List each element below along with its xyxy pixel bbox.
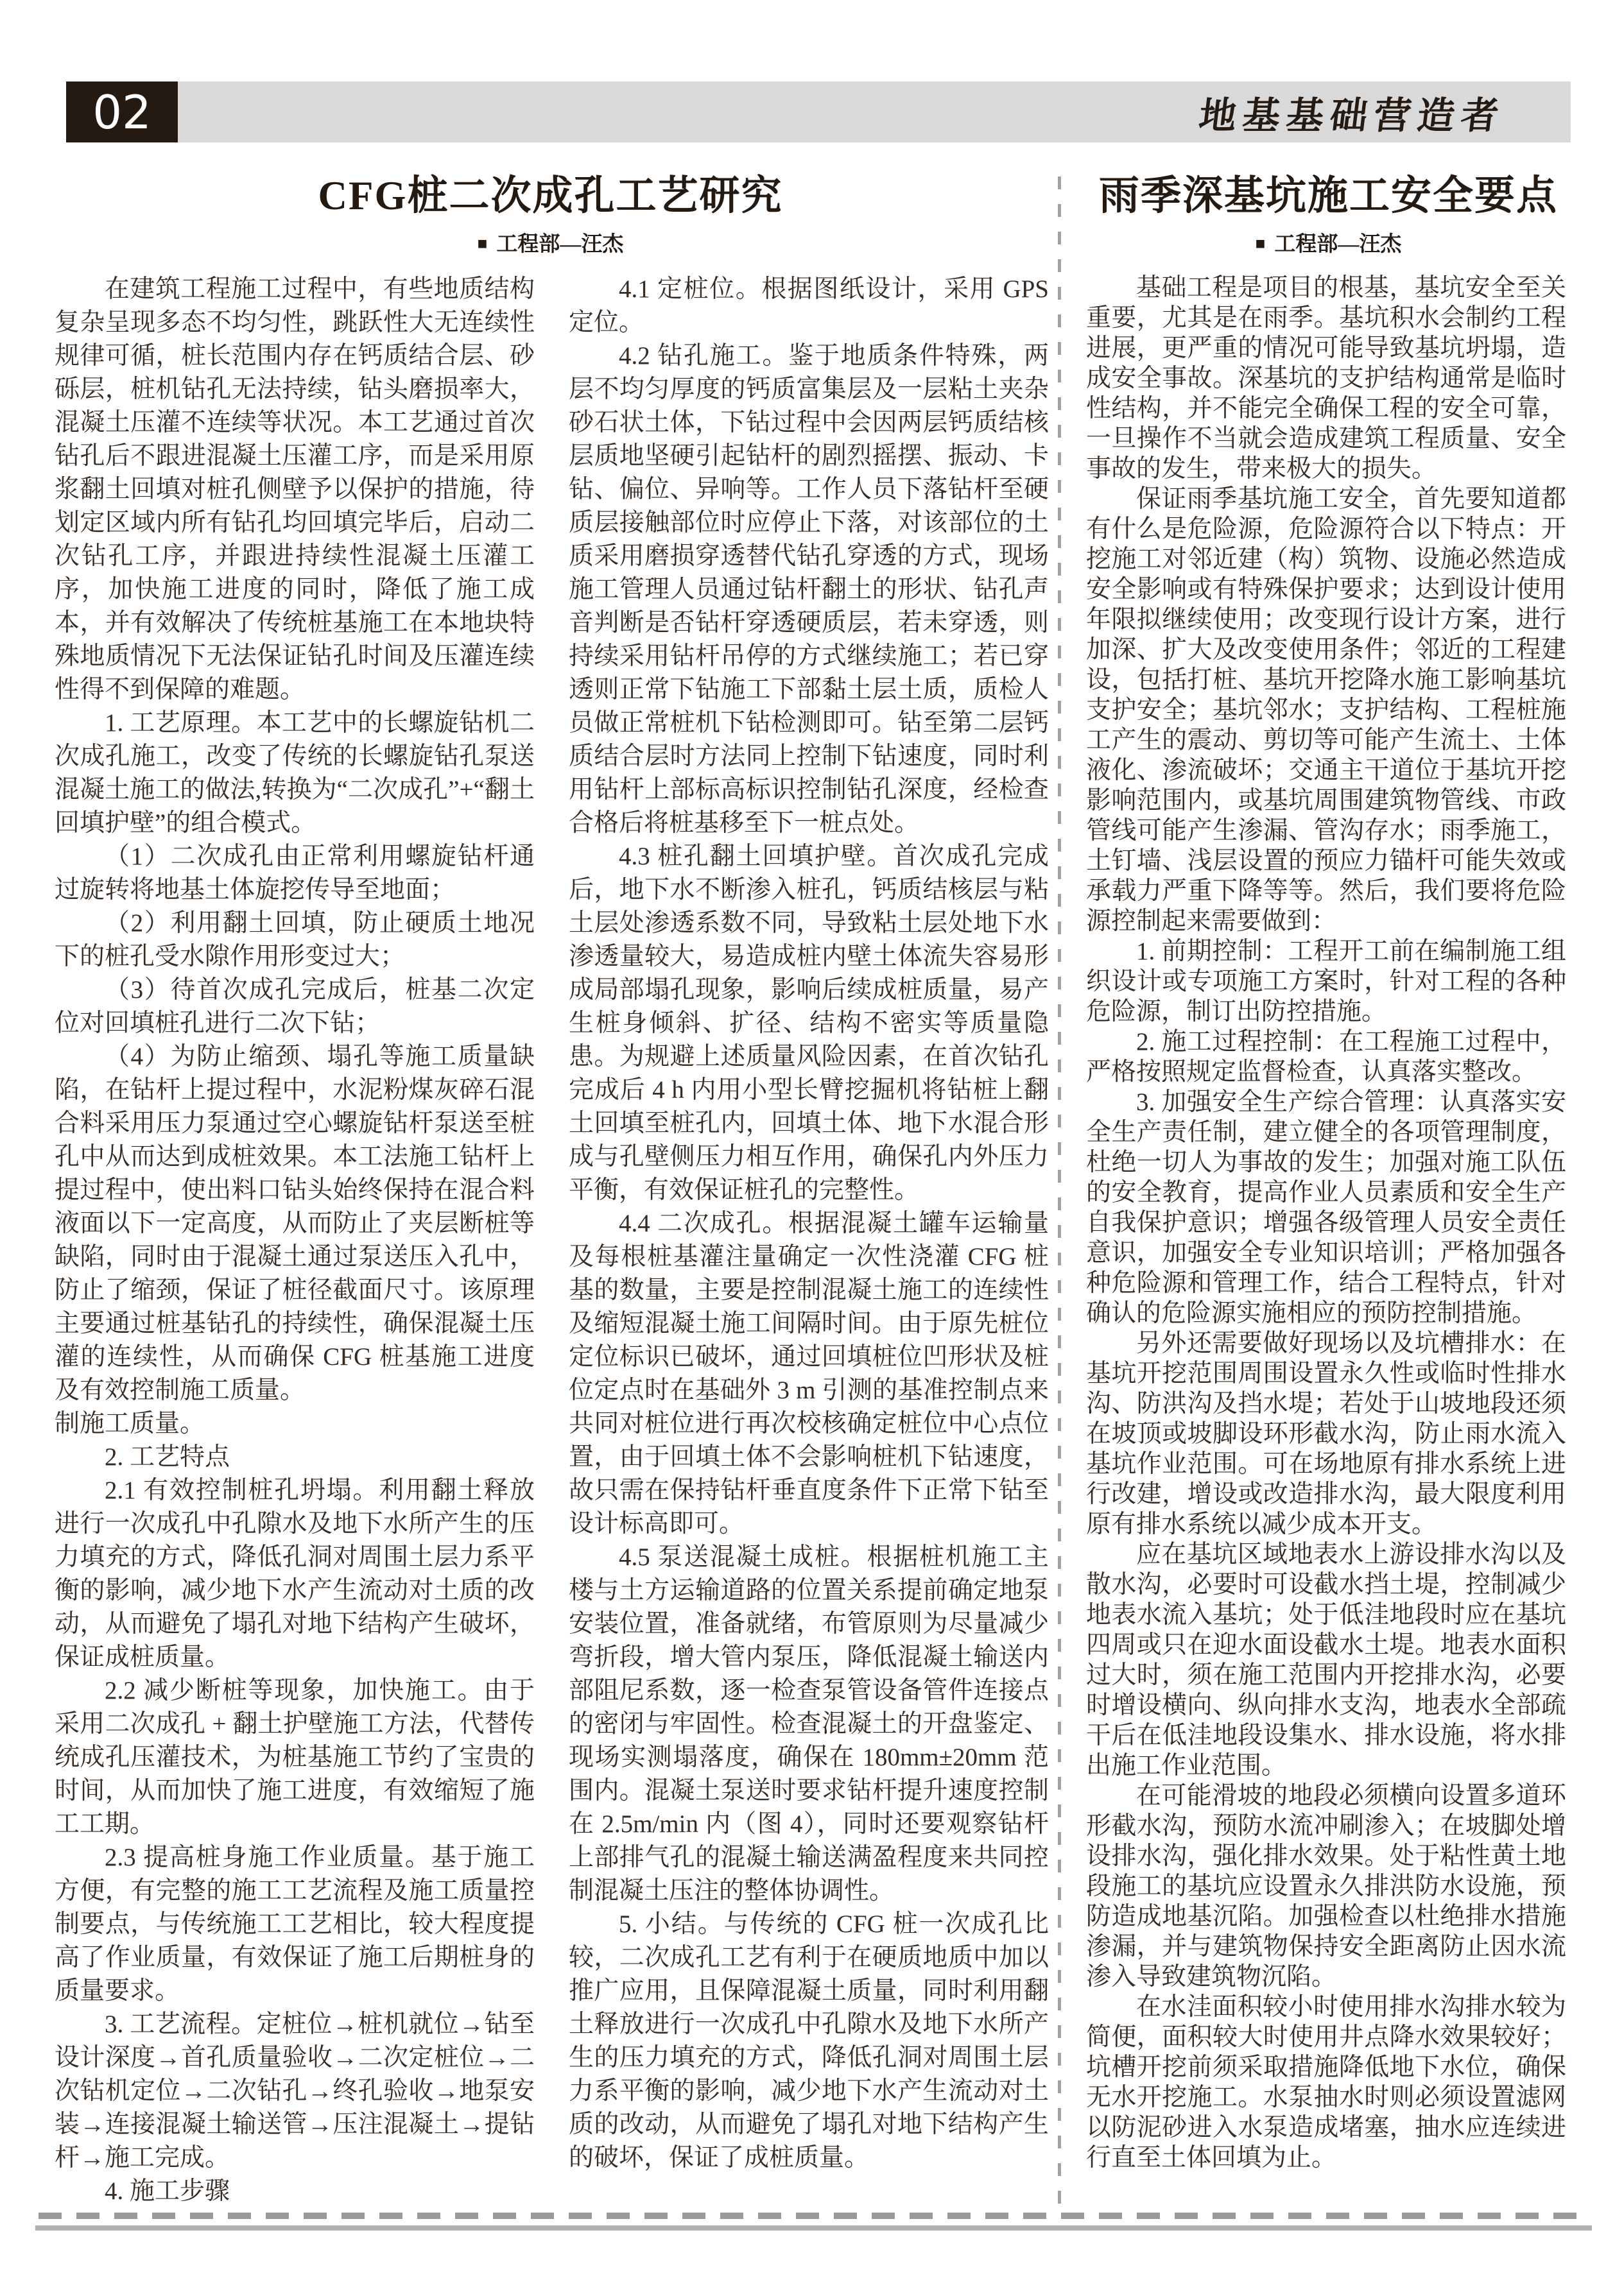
left-article-byline bbox=[55, 227, 1046, 257]
paragraph: 2.2 减少断桩等现象，加快施工。由于采用二次成孔 + 翻土护壁施工方法，代替传统成孔压灌技术，为桩基施工节约了宝贵的时间，从而加快了施工进度，有效缩短了施工工期。 bbox=[55, 1677, 535, 1838]
right-article-title: 雨季深基坑施工安全要点 bbox=[1099, 173, 1558, 218]
paragraph: （1）二次成孔由正常利用螺旋钻杆通过旋转将地基土体旋挖传导至地面； bbox=[55, 843, 535, 904]
paragraph: 另外还需要做好现场以及坑槽排水：在基坑开挖范围周围设置永久性或临时性排水沟、防洪沟及挡水堤；若处于山坡地段还须在坡顶或坡脚设环形截水沟，防止雨水流入基坑作业范围。可在场地原有排水系统上进行改建，增设或改造排水沟，最大限度利用原有排水系统以减少成本开支。 bbox=[1086, 1330, 1566, 1538]
left-article-title: CFG桩二次成孔工艺研究 bbox=[318, 173, 783, 218]
paragraph: 4.5 泵送混凝土成桩。根据桩机施工主楼与土方运输道路的位置关系提前确定地泵安装位置，准备就绪，布管原则为尽量减少弯折段，增大管内泵压，降低混凝土输送内部阻尼系数，逐一检查泵管设备管件连接点的密闭与牢固性。检查混凝土的开盘鉴定、现场实测塌落度，确保在 180mm±20mm 范围内。混凝土泵送时要求钻杆提升速度控制在 2.5m/min 内（图 4），同时还要观察钻杆上部排气孔的混凝土输送满盈程度来共同控制混凝土压注的整体协调性。 bbox=[569, 1543, 1049, 1905]
paragraph: 4.4 二次成孔。根据混凝土罐车运输量及每根桩基灌注量确定一次性浇灌 CFG 桩基的数量，主要是控制混凝土施工的连续性及缩短混凝土施工间隔时间。由于原先桩位定位标识已破坏，通过回填桩位凹形状及桩位定点时在基础外 3 m 引测的基准控制点来共同对桩位进行再次校核确定桩位中心点位置，由于回填土体不会影响桩机下钻速度，故只需在保持钻杆垂直度条件下正常下钻至设计标高即可。 bbox=[569, 1210, 1049, 1538]
paragraph: 在可能滑坡的地段必须横向设置多道环形截水沟，预防水流冲刷渗入；在坡脚处增设排水沟，强化排水效果。处于粘性黄土地段施工的基坑应设置永久排洪防水设施，预防造成地基沉陷。加强检查以杜绝排水措施渗漏，并与建筑物保持安全距离防止因水流渗入导致建筑物沉陷。 bbox=[1086, 1782, 1566, 1991]
paragraph: 在建筑工程施工过程中，有些地质结构复杂呈现多态不均匀性，跳跃性大无连续性规律可循，桩长范围内存在钙质结合层、砂砾层，桩机钻孔无法持续，钻头磨损率大，混凝土压灌不连续等状况。本工艺通过首次钻孔后不跟进混凝土压灌工序，而是采用原浆翻土回填对桩孔侧壁予以保护的措施，待划定区域内所有钻孔均回填完毕后，启动二次钻孔工序，并跟进持续性混凝土压灌工序，加快施工进度的同时，降低了施工成本，并有效解决了传统桩基施工在本地块特殊地质情况下无法保证钻孔时间及压灌连续性得不到保障的难题。 bbox=[55, 275, 535, 703]
byline-author: 工程部—汪杰 bbox=[496, 233, 624, 256]
page-number: 02 bbox=[92, 85, 151, 139]
paragraph: 4.2 钻孔施工。鉴于地质条件特殊，两层不均匀厚度的钙质富集层及一层粘土夹杂砂石状土体，下钻过程中会因两层钙质结核层质地坚硬引起钻杆的剧烈摇摆、振动、卡钻、偏位、异响等。工作人员下落钻杆至硬质层接触部位时应停止下落，对该部位的土质采用磨损穿透替代钻孔穿透的方式，现场施工管理人员通过钻杆翻土的形状、钻孔声音判断是否钻杆穿透硬质层，若未穿透，则持续采用钻杆吊停的方式继续施工；若已穿透则正常下钻施工下部黏土层土质，质检人员做正常桩机下钻检测即可。钻至第二层钙质结合层时方法同上控制下钻速度，同时利用钻杆上部标高标识控制钻孔深度，经检查合格后将桩基移至下一桩点处。 bbox=[569, 342, 1049, 837]
left-article-column-2 bbox=[569, 273, 1049, 2175]
paragraph: （2）利用翻土回填，防止硬质土地况下的桩孔受水隙作用形变过大； bbox=[55, 909, 535, 970]
paragraph: 制施工质量。 bbox=[55, 1410, 205, 1437]
paragraph: 2. 工艺特点 bbox=[105, 1443, 230, 1471]
byline-square-bullet-icon: ■ bbox=[477, 234, 488, 253]
right-article-header bbox=[1086, 175, 1571, 257]
paragraph: （3）待首次成孔完成后，桩基二次定位对回填桩孔进行二次下钻； bbox=[55, 976, 535, 1037]
bottom-solid-rule bbox=[35, 2225, 1592, 2231]
page-number-badge bbox=[66, 81, 178, 142]
paragraph: 4. 施工步骤 bbox=[105, 2177, 230, 2205]
paragraph: 基础工程是项目的根基，基坑安全至关重要，尤其是在雨季。基坑积水会制约工程进展，更严重的情况可能导致基坑坍塌，造成安全事故。深基坑的支护结构通常是临时性结构，并不能完全确保工程的安全可靠，一旦操作不当就会造成建筑工程质量、安全事故的发生，带来极大的损失。 bbox=[1086, 274, 1566, 483]
paragraph: 在水洼面积较小时使用排水沟排水较为简便，面积较大时使用井点降水效果较好；坑槽开挖前须采取措施降低地下水位，确保无水开挖施工。水泵抽水时则必须设置滤网以防泥砂进入水泵造成堵塞，抽水应连续进行直至土体回填为止。 bbox=[1086, 1993, 1566, 2172]
paragraph: 2.3 提高桩身施工作业质量。基于施工方便，有完整的施工工艺流程及施工质量控制要点，与传统施工工艺相比，较大程度提高了作业质量，有效保证了施工后期桩身的质量要求。 bbox=[55, 1844, 535, 2005]
paragraph: 1. 前期控制：工程开工前在编制施工组织设计或专项施工方案时，针对工程的各种危险源，制订出防控措施。 bbox=[1086, 938, 1566, 1025]
paragraph: 保证雨季基坑施工安全，首先要知道都有什么是危险源，危险源符合以下特点：开挖施工对邻近建（构）筑物、设施必然造成安全影响或有特殊保护要求；达到设计使用年限拟继续使用；改变现行设计方案，进行加深、扩大及改变使用条件；邻近的工程建设，包括打桩、基坑开挖降水施工影响基坑支护安全；基坑邻水；支护结构、工程桩施工产生的震动、剪切等可能产生流土、土体液化、渗流破坏；交通主干道位于基坑开挖影响范围内，或基坑周围建筑物管线、市政管线可能产生渗漏、管沟存水；雨季施工，土钉墙、浅层设置的预应力锚杆可能失效或承载力严重下降等等。然后，我们要将危险源控制起来需要做到： bbox=[1086, 485, 1566, 935]
paragraph: （4）为防止缩颈、塌孔等施工质量缺陷，在钻杆上提过程中，水泥粉煤灰碎石混合料采用压力泵通过空心螺旋钻杆泵送至桩孔中从而达到成桩效果。本工法施工钻杆上提过程中，使出料口钻头始终保持在混合料液面以下一定高度，从而防止了夹层断桩等缺陷，同时由于混凝土通过泵送压入孔中，防止了缩颈，保证了桩径截面尺寸。该原理主要通过桩基钻孔的持续性，确保混凝土压灌的连续性，从而确保 CFG 桩基施工进度及有效控制施工质量。 bbox=[55, 1043, 535, 1404]
byline-square-bullet-icon: ■ bbox=[1255, 234, 1266, 253]
paragraph: 4.3 桩孔翻土回填护壁。首次成孔完成后，地下水不断渗入桩孔，钙质结核层与粘土层处渗透系数不同，导致粘土层处地下水渗透量较大，易造成桩内壁土体流失容易形成局部塌孔现象，影响后续成桩质量，易产生桩身倾斜、扩径、结构不密实等质量隐患。为规避上述质量风险因素，在首次钻孔完成后 4 h 内用小型长臂挖掘机将钻桩上翻土回填至桩孔内，回填土体、地下水混合形成与孔壁侧压力相互作用，确保孔内外压力平衡，有效保证桩孔的完整性。 bbox=[569, 843, 1049, 1204]
right-article-byline bbox=[1086, 227, 1571, 257]
left-article-column-1 bbox=[55, 273, 535, 2208]
paragraph: 2. 施工过程控制：在工程施工过程中，严格按照规定监督检查，认真落实整改。 bbox=[1086, 1028, 1566, 1086]
byline-author: 工程部—汪杰 bbox=[1274, 233, 1402, 256]
bottom-dashed-rule bbox=[39, 2213, 1589, 2219]
paragraph: 2.1 有效控制桩孔坍塌。利用翻土释放进行一次成孔中孔隙水及地下水所产生的压力填充的方式，降低孔洞对周围土层力系平衡的影响，减少地下水产生流动对土质的改动，从而避免了塌孔对地下结构产生破坏，保证成桩质量。 bbox=[55, 1477, 535, 1671]
paragraph: 3. 加强安全生产综合管理：认真落实安全生产责任制，建立健全的各项管理制度，杜绝一切人为事故的发生；加强对施工队伍的安全教育，提高作业人员素质和安全生产自我保护意识；增强各级管理人员安全责任意识，加强安全专业知识培训；严格加强各种危险源和管理工作，结合工程特点，针对确认的危险源实施相应的预防控制措施。 bbox=[1086, 1088, 1566, 1327]
paragraph: 4.1 定桩位。根据图纸设计，采用 GPS 定位。 bbox=[569, 275, 1049, 336]
masthead-title: 地基基础营造者 bbox=[1196, 95, 1508, 137]
paragraph: 3. 工艺流程。定桩位→桩机就位→钻至设计深度→首孔质量验收→二次定桩位→二次钻机定位→二次钻孔→终孔验收→地泵安装→连接混凝土输送管→压注混凝土→提钻杆→施工完成。 bbox=[55, 2010, 535, 2172]
left-article-header bbox=[55, 175, 1046, 257]
right-article-column bbox=[1086, 273, 1566, 2173]
paragraph: 应在基坑区域地表水上游设排水沟以及散水沟，必要时可设截水挡土堤，控制减少地表水流入基坑；处于低洼地段时应在基坑四周或只在迎水面设截水土堤。地表水面积过大时，须在施工范围内开挖排水沟，必要时增设横向、纵向排水支沟，地表水全部疏干后在低洼地段设集水、排水设施，将水排出施工作业范围。 bbox=[1086, 1541, 1566, 1779]
paragraph: 5. 小结。与传统的 CFG 桩一次成孔比较，二次成孔工艺有利于在硬质地质中加以推广应用，且保障混凝土质量，同时利用翻土释放进行一次成孔中孔隙水及地下水所产生的压力填充的方式，降低孔洞对周围土层力系平衡的影响，减少地下水产生流动对土质的改动，从而避免了塌孔对地下结构产生的破坏，保证了成桩质量。 bbox=[569, 1910, 1049, 2172]
vertical-dashed-divider bbox=[1058, 176, 1061, 2217]
paragraph: 1. 工艺原理。本工艺中的长螺旋钻机二次成孔施工，改变了传统的长螺旋钻孔泵送混凝土施工的做法,转换为“二次成孔”+“翻土回填护壁”的组合模式。 bbox=[55, 709, 535, 837]
